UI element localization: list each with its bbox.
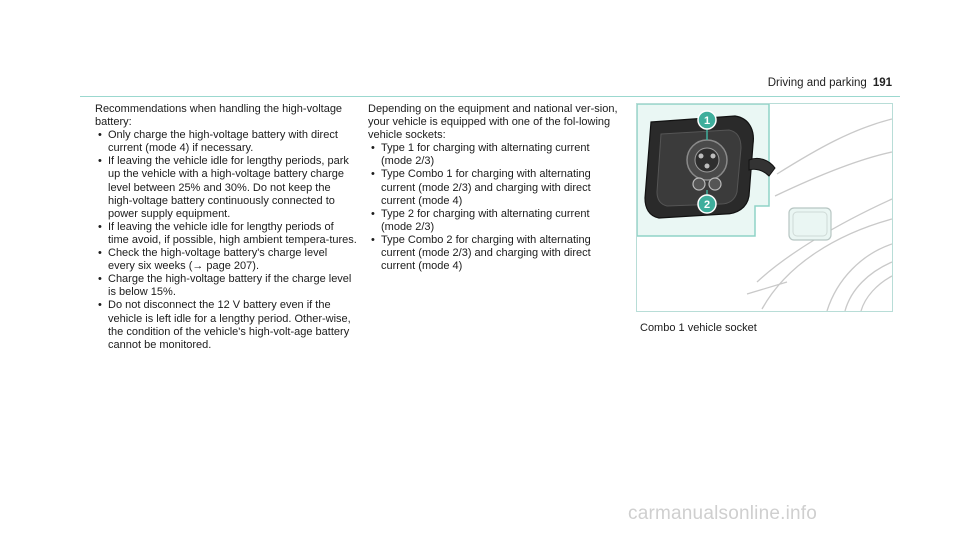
list-item-text: Type Combo 2 for charging with alternating current (mode 2/3) and charging with direct current (mode 4) (381, 233, 591, 273)
section-title: Driving and parking (767, 77, 867, 89)
column-battery-recommendations (95, 103, 357, 352)
page-number: 191 (872, 77, 892, 89)
bullet-icon: • (98, 273, 102, 286)
paragraph-intro: Recommendations when handling the high-voltage battery: (95, 103, 343, 129)
callout-1-label: 1 (703, 115, 711, 127)
list-item-text: If leaving the vehicle idle for lengthy periods, park up the vehicle with a high-voltage battery charge level between 25% and 30%. Do not keep the high-voltage battery continuously connected to power supply equipment. (108, 155, 349, 220)
list-item (368, 234, 623, 273)
list-item (368, 208, 623, 234)
list-item (95, 155, 357, 220)
list-item-text-page-link[interactable]: Check the high-voltage battery's charge level every six weeks (→ page 207). (108, 247, 328, 273)
closed-flap-icon (789, 208, 831, 240)
column-vehicle-sockets (368, 103, 623, 273)
socket-illustration (636, 103, 893, 312)
bullet-icon: • (98, 155, 102, 168)
bullet-icon: • (371, 142, 375, 155)
dc-pin-icon (709, 178, 721, 190)
list-item (95, 221, 357, 247)
bullet-icon: • (98, 220, 102, 233)
list-item-text: Type 2 for charging with alternating current (mode 2/3) (381, 207, 590, 233)
list-item-text: Charge the high-voltage battery if the charge level is below 15%. (108, 273, 352, 299)
figure-caption: Combo 1 vehicle socket (640, 322, 757, 334)
list-item (95, 129, 357, 155)
list-item-text: If leaving the vehicle idle for lengthy periods of time avoid, if possible, high ambient tempera-tures. (108, 220, 357, 246)
bullet-list (368, 142, 623, 273)
watermark-text: carmanualsonline.info (628, 503, 818, 524)
bullet-icon: • (371, 207, 375, 220)
list-item (95, 273, 357, 299)
header-rule (80, 96, 900, 97)
dc-pin-icon (693, 178, 705, 190)
bullet-icon: • (98, 299, 102, 312)
callout-2-label: 2 (703, 199, 711, 211)
running-head (768, 77, 892, 89)
list-item (368, 168, 623, 207)
bullet-list (95, 129, 357, 352)
bullet-icon: • (371, 168, 375, 181)
bullet-icon: • (98, 247, 102, 260)
bullet-icon: • (98, 129, 102, 142)
list-item (368, 142, 623, 168)
bullet-icon: • (371, 233, 375, 246)
list-item[interactable] (95, 247, 357, 273)
list-item (95, 299, 357, 351)
list-item-text: Do not disconnect the 12 V battery even if the vehicle is left idle for a lengthy period. Other-wise, the condition of the vehicle's high-volt-age battery cannot be monitored. (108, 299, 351, 351)
list-item-text: Type 1 for charging with alternating current (mode 2/3) (381, 142, 590, 168)
car-socket-drawing (637, 104, 892, 311)
list-item-text: Only charge the high-voltage battery with direct current (mode 4) if necessary. (108, 129, 338, 155)
paragraph-intro: Depending on the equipment and national ver-sion, your vehicle is equipped with one of the fol-lowing vehicle sockets: (368, 103, 618, 142)
list-item-text: Type Combo 1 for charging with alternating current (mode 2/3) and charging with direct current (mode 4) (381, 168, 591, 207)
